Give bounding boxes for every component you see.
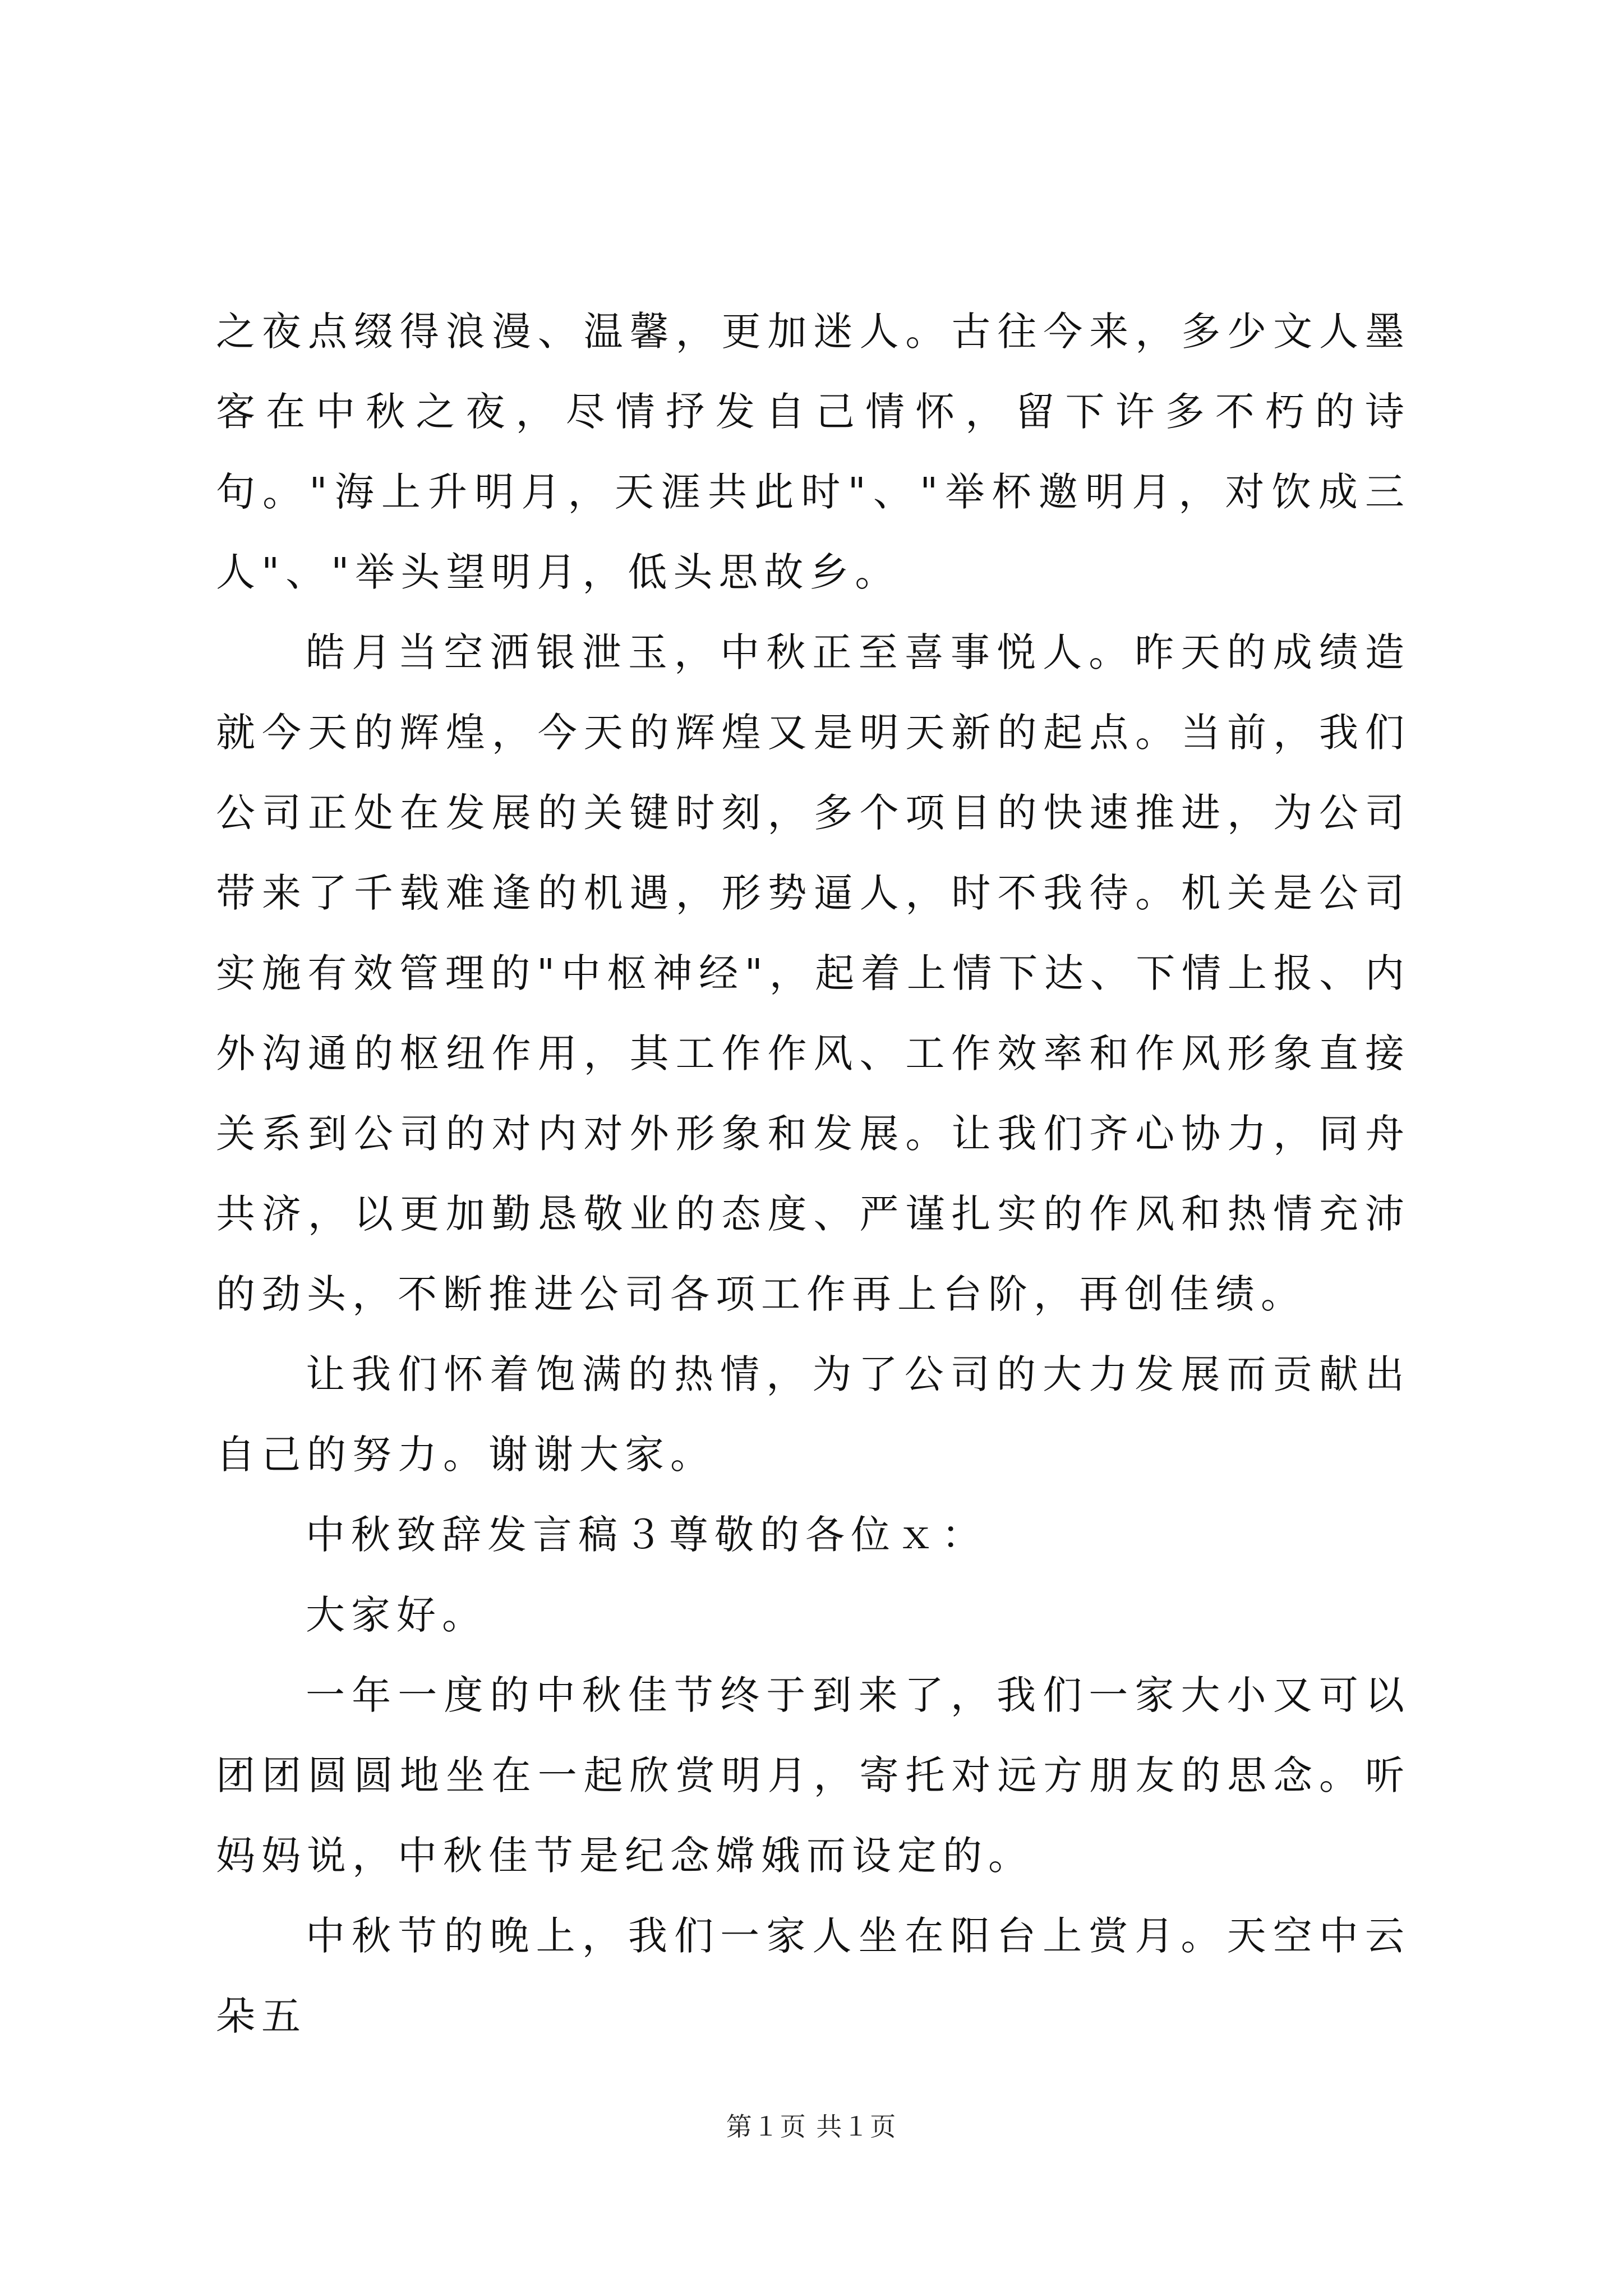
speech-title-line: 中秋致辞发言稿３尊敬的各位ｘ： <box>306 1512 987 1558</box>
paragraph-closing-thanks: 让我们怀着饱满的热情，为了公司的大力发展而贡献出自己的努力。谢谢大家。 <box>216 1351 1410 1478</box>
greeting-line: 大家好。 <box>306 1592 487 1638</box>
page-number-footer: 第１页 共１页 <box>726 2111 897 2142</box>
paragraph-moon-viewing: 中秋节的晚上，我们一家人坐在阳台上赏月。天空中云朵五 <box>216 1913 1410 2039</box>
paragraph-continuation: 之夜点缀得浪漫、温馨，更加迷人。古往今来，多少文人墨客在中秋之夜，尽情抒发自己情怀，留下许多不朽的诗句。"海上升明月，天涯共此时"、"举杯邀明月，对饮成三人"、"举头望明月，低头思故乡。 <box>216 309 1410 595</box>
paragraph-mid-autumn-reunion: 一年一度的中秋佳节终于到来了，我们一家大小又可以团团圆圆地坐在一起欣赏明月，寄托对远方朋友的思念。听妈妈说，中秋佳节是纪念嫦娥而设定的。 <box>216 1672 1410 1879</box>
document-body <box>216 292 1410 2056</box>
paragraph-company-development: 皓月当空洒银泄玉，中秋正至喜事悦人。昨天的成绩造就今天的辉煌，今天的辉煌又是明天新的起点。当前，我们公司正处在发展的关键时刻，多个项目的快速推进，为公司带来了千载难逢的机遇，形势逼人，时不我待。机关是公司实施有效管理的"中枢神经"，起着上情下达、下情上报、内外沟通的枢纽作用，其工作作风、工作效率和作风形象直接关系到公司的对内对外形象和发展。让我们齐心协力，同舟共济，以更加勤恳敬业的态度、严谨扎实的作风和热情充沛的劲头，不断推进公司各项工作再上台阶，再创佳绩。 <box>216 629 1410 1317</box>
